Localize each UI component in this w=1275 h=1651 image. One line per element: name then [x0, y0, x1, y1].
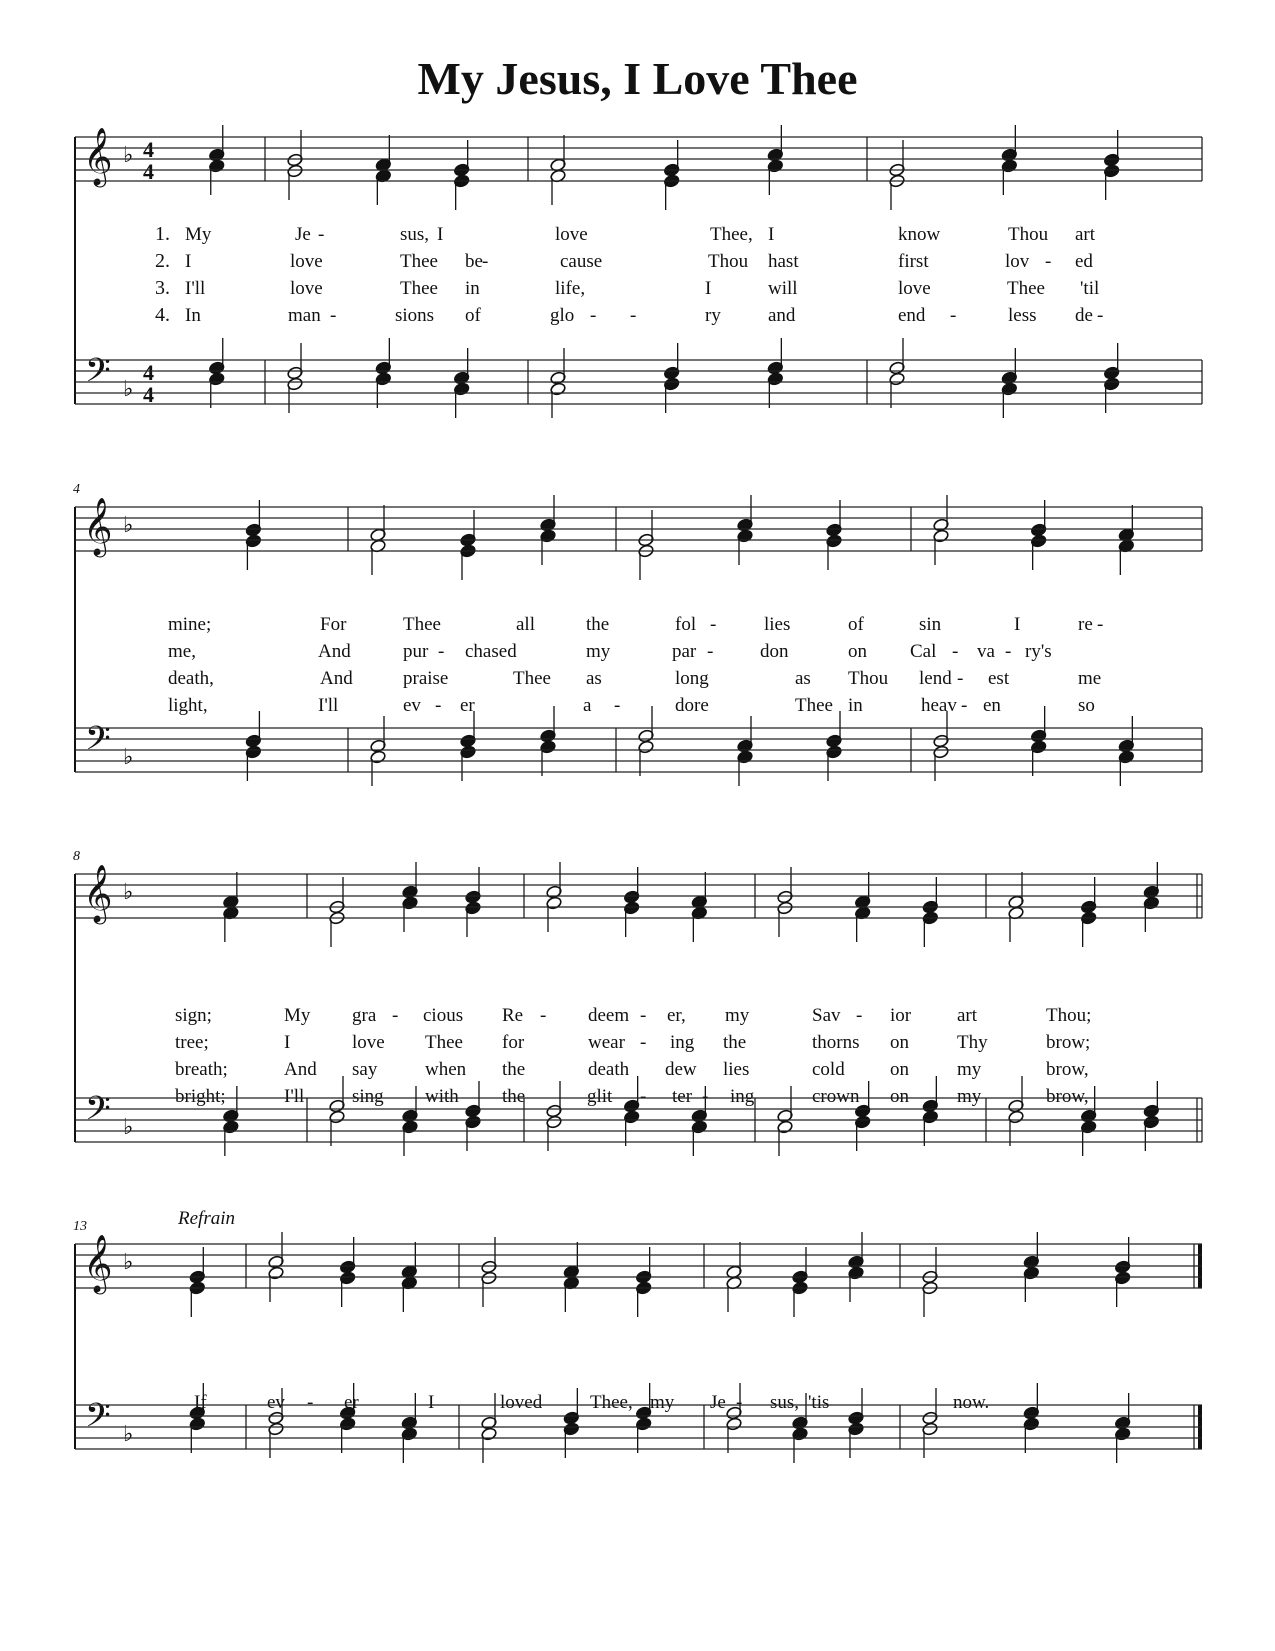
lyric-line: [155, 277, 1099, 299]
lyric-syllable: love: [290, 278, 323, 299]
lyric-syllable: art: [1075, 224, 1096, 245]
lyric-syllable: my: [957, 1059, 982, 1080]
lyric-syllable: en: [983, 695, 1001, 716]
lyric-syllable: pur: [403, 641, 429, 662]
lyric-syllable: for: [502, 1032, 525, 1053]
lyric-syllable: -: [590, 305, 597, 326]
time-signature-bottom: 4: [143, 382, 154, 407]
lyric-syllable: sign;: [175, 1005, 212, 1026]
lyric-syllable: I: [1014, 614, 1021, 635]
lyric-syllable: -: [640, 1086, 647, 1107]
lyric-syllable: love: [352, 1032, 385, 1053]
lyric-syllable: ry: [705, 305, 721, 326]
treble-clef-icon: 𝄞: [83, 497, 113, 555]
lyric-syllable: wear: [588, 1032, 625, 1053]
lyric-syllable: Thee: [400, 251, 438, 272]
lyric-syllable: -: [702, 1086, 709, 1107]
bass-clef-icon: 𝄢: [85, 720, 111, 766]
lyric-syllable: as: [586, 668, 602, 689]
lyric-syllable: of: [465, 305, 481, 326]
lyric-syllable: long: [675, 668, 709, 689]
lyric-syllable: er,: [667, 1005, 686, 1026]
lyric-syllable: -: [438, 641, 445, 662]
lyric-syllable: And: [284, 1059, 317, 1080]
lyric-syllable: hast: [768, 251, 799, 272]
lyric-syllable: -: [1097, 614, 1104, 635]
lyric-syllable: thorns: [812, 1032, 860, 1053]
lyric-syllable: my: [650, 1392, 675, 1413]
lyric-syllable: Thee,: [710, 224, 753, 245]
lyric-syllable: par: [672, 641, 697, 662]
lyric-syllable: me,: [168, 641, 196, 662]
lyric-syllable: Thee: [425, 1032, 463, 1053]
flat-icon: ♭: [123, 1250, 134, 1275]
lyric-syllable: -: [307, 1392, 314, 1413]
lyric-syllable: -: [707, 641, 714, 662]
lyric-syllable: -: [950, 305, 957, 326]
system-2: [73, 482, 1202, 786]
lyric-syllable: cause: [560, 251, 603, 272]
lyric-syllable: er: [344, 1392, 359, 1413]
system-1: [75, 125, 1202, 418]
lyric-syllable: Je: [295, 224, 311, 245]
lyric-syllable: the: [502, 1086, 526, 1107]
lyric-syllable: don: [760, 641, 789, 662]
lyric-syllable: on: [848, 641, 867, 662]
lyric-syllable: tree;: [175, 1032, 209, 1053]
lyric-syllable: brow,: [1046, 1086, 1089, 1107]
lyric-syllable: er: [460, 695, 475, 716]
flat-icon: ♭: [123, 377, 134, 402]
lyric-line: [168, 668, 1101, 689]
lyric-syllable: on: [890, 1086, 909, 1107]
lyric-syllable: mine;: [168, 614, 212, 635]
lyric-syllable: -: [1097, 305, 1104, 326]
lyric-syllable: on: [890, 1032, 909, 1053]
lyric-syllable: heav: [921, 695, 957, 716]
time-signature-top: 4: [143, 360, 154, 385]
lyric-syllable: Thee: [403, 614, 441, 635]
lyric-line: [175, 1032, 1090, 1053]
lyric-syllable: -: [482, 251, 489, 272]
lyric-syllable: glo: [550, 305, 575, 326]
lyric-syllable: -: [435, 695, 442, 716]
lyric-syllable: I: [428, 1392, 435, 1413]
lyric-syllable: first: [898, 251, 929, 272]
lyric-syllable: I: [284, 1032, 291, 1053]
lyric-syllable: and: [768, 305, 796, 326]
lyric-syllable: sions: [395, 305, 435, 326]
lyric-line: [155, 250, 1093, 272]
lyric-syllable: cold: [812, 1059, 845, 1080]
flat-icon: ♭: [123, 745, 134, 770]
lyric-syllable: ter: [672, 1086, 693, 1107]
lyric-syllable: ev: [403, 695, 421, 716]
lyric-line: [155, 304, 1103, 326]
lyric-syllable: me: [1078, 668, 1102, 689]
lyric-syllable: dew: [665, 1059, 697, 1080]
lyric-syllable: -: [640, 1005, 647, 1026]
lyric-syllable: ed: [1075, 251, 1093, 272]
lyric-syllable: va: [977, 641, 995, 662]
measure-number: 13: [73, 1219, 87, 1234]
verse-number: 4.: [155, 304, 170, 326]
lyric-syllable: -: [640, 1032, 647, 1053]
lyric-syllable: love: [555, 224, 588, 245]
lyric-syllable: in: [848, 695, 863, 716]
lyric-syllable: Cal: [910, 641, 937, 662]
bass-clef-icon: 𝄢: [85, 1090, 111, 1136]
lyric-syllable: my: [725, 1005, 750, 1026]
flat-icon: ♭: [123, 513, 134, 538]
lyric-syllable: 'tis: [808, 1392, 830, 1413]
lyric-syllable: -: [736, 1392, 743, 1413]
lyric-syllable: -: [392, 1005, 399, 1026]
lyric-syllable: -: [630, 305, 637, 326]
lyric-syllable: love: [290, 251, 323, 272]
lyric-syllable: And: [320, 668, 353, 689]
lyric-syllable: art: [957, 1005, 978, 1026]
lyric-syllable: sus,: [770, 1392, 800, 1413]
lyric-syllable: end: [898, 305, 926, 326]
lyric-syllable: Thou;: [1046, 1005, 1092, 1026]
lyric-syllable: I: [768, 224, 775, 245]
lyric-syllable: Je: [710, 1392, 726, 1413]
lyric-syllable: a: [583, 695, 592, 716]
lyric-syllable: 'til: [1080, 278, 1100, 299]
lyric-syllable: as: [795, 668, 811, 689]
lyric-syllable: fol: [675, 614, 697, 635]
lyric-syllable: breath;: [175, 1059, 228, 1080]
treble-staff: [75, 874, 1202, 918]
lyric-syllable: My: [284, 1005, 311, 1026]
measure-number: 4: [73, 482, 80, 497]
refrain-label: Refrain: [178, 1208, 235, 1229]
lyric-syllable: For: [320, 614, 347, 635]
lyric-syllable: say: [352, 1059, 378, 1080]
verse-number: 2.: [155, 250, 170, 272]
lyric-syllable: -: [961, 695, 968, 716]
lyric-syllable: -: [1045, 251, 1052, 272]
lyric-syllable: In: [185, 305, 201, 326]
lyric-syllable: If: [194, 1392, 207, 1413]
flat-icon: ♭: [123, 1422, 134, 1447]
flat-icon: ♭: [123, 1115, 134, 1140]
lyric-syllable: I'll: [185, 278, 206, 299]
lyric-syllable: sin: [919, 614, 942, 635]
lyric-syllable: chased: [465, 641, 517, 662]
lyric-line: [194, 1392, 989, 1413]
lyric-syllable: brow,: [1046, 1059, 1089, 1080]
lyric-syllable: of: [848, 614, 864, 635]
lyric-syllable: all: [516, 614, 535, 635]
lyric-syllable: Thee: [795, 695, 833, 716]
lyric-syllable: ev: [267, 1392, 285, 1413]
time-signature-bottom: 4: [143, 159, 154, 184]
lyric-syllable: with: [425, 1086, 459, 1107]
lyric-syllable: my: [957, 1086, 982, 1107]
lyric-syllable: -: [318, 224, 325, 245]
lyric-syllable: the: [502, 1059, 526, 1080]
lyric-syllable: Thou: [848, 668, 889, 689]
lyric-syllable: re: [1078, 614, 1093, 635]
measure-number: 8: [73, 849, 80, 864]
lyric-syllable: I: [185, 251, 192, 272]
lyric-syllable: deem: [588, 1005, 630, 1026]
treble-staff: [75, 137, 1202, 181]
lyric-syllable: dore: [675, 695, 709, 716]
hymn-title: My Jesus, I Love Thee: [417, 53, 858, 104]
lyric-syllable: gra: [352, 1005, 377, 1026]
lyric-syllable: Thy: [957, 1032, 988, 1053]
lyric-syllable: praise: [403, 668, 449, 689]
lyric-syllable: Thou: [708, 251, 749, 272]
lyric-syllable: ing: [670, 1032, 695, 1053]
lyric-line: [155, 223, 1096, 245]
lyric-syllable: -: [710, 614, 717, 635]
lyric-syllable: And: [318, 641, 351, 662]
lyric-syllable: I'll: [318, 695, 339, 716]
lyric-syllable: loved: [500, 1392, 543, 1413]
lyric-syllable: the: [586, 614, 610, 635]
bass-staff: [75, 360, 1202, 404]
verse-number: 3.: [155, 277, 170, 299]
lyric-syllable: Re: [502, 1005, 524, 1026]
lyric-syllable: -: [540, 1005, 547, 1026]
lyric-syllable: Thee: [400, 278, 438, 299]
lyric-syllable: on: [890, 1059, 909, 1080]
lyric-syllable: light,: [168, 695, 208, 716]
treble-clef-icon: 𝄞: [83, 864, 113, 922]
verse-number: 1.: [155, 223, 170, 245]
lyric-line: [175, 1005, 1091, 1026]
lyric-syllable: Thee,: [590, 1392, 633, 1413]
lyric-syllable: brow;: [1046, 1032, 1091, 1053]
lyric-syllable: Thee: [1007, 278, 1045, 299]
lyric-syllable: I'll: [284, 1086, 305, 1107]
lyric-syllable: lies: [723, 1059, 750, 1080]
lyric-syllable: -: [957, 668, 964, 689]
lyric-syllable: -: [952, 641, 959, 662]
lyric-line: [175, 1059, 1089, 1080]
lyric-syllable: love: [898, 278, 931, 299]
lyric-syllable: de: [1075, 305, 1093, 326]
lyric-syllable: ry's: [1025, 641, 1052, 662]
lyric-syllable: I: [437, 224, 444, 245]
lyric-syllable: crown: [812, 1086, 860, 1107]
lyric-syllable: My: [185, 224, 212, 245]
lyric-syllable: glit: [587, 1086, 613, 1107]
lyric-syllable: my: [586, 641, 611, 662]
lyric-syllable: in: [465, 278, 480, 299]
lyric-syllable: now.: [953, 1392, 990, 1413]
lyric-syllable: est: [988, 668, 1010, 689]
lyric-line: [168, 641, 1052, 662]
lyric-syllable: less: [1008, 305, 1037, 326]
lyric-syllable: Sav: [812, 1005, 841, 1026]
lyric-syllable: death,: [168, 668, 214, 689]
lyric-syllable: man: [288, 305, 321, 326]
lyric-syllable: death: [588, 1059, 630, 1080]
system-4: [73, 1208, 1202, 1463]
lyric-syllable: Thou: [1008, 224, 1049, 245]
time-signature-top: 4: [143, 137, 154, 162]
lyric-syllable: will: [768, 278, 798, 299]
lyric-syllable: -: [614, 695, 621, 716]
lyric-syllable: sus,: [400, 224, 430, 245]
treble-clef-icon: 𝄞: [83, 127, 113, 185]
lyric-syllable: bright;: [175, 1086, 226, 1107]
lyric-syllable: lend: [919, 668, 952, 689]
flat-icon: ♭: [123, 880, 134, 905]
system-3: [73, 849, 1202, 1156]
lyric-syllable: -: [330, 305, 337, 326]
lyric-syllable: when: [425, 1059, 467, 1080]
lyric-syllable: I: [705, 278, 712, 299]
lyric-syllable: ing: [730, 1086, 755, 1107]
lyric-syllable: life,: [555, 278, 586, 299]
lyric-syllable: -: [1005, 641, 1012, 662]
lyric-syllable: lies: [764, 614, 791, 635]
lyric-syllable: so: [1078, 695, 1095, 716]
lyric-syllable: know: [898, 224, 941, 245]
lyric-syllable: cious: [423, 1005, 464, 1026]
lyric-syllable: -: [856, 1005, 863, 1026]
lyric-syllable: Thee: [513, 668, 551, 689]
lyric-syllable: the: [723, 1032, 747, 1053]
treble-clef-icon: 𝄞: [83, 1234, 113, 1292]
bass-clef-icon: 𝄢: [85, 1397, 111, 1443]
lyric-syllable: be: [465, 251, 483, 272]
flat-icon: ♭: [123, 143, 134, 168]
lyric-line: [168, 614, 1103, 635]
bass-clef-icon: 𝄢: [85, 352, 111, 398]
lyric-syllable: lov: [1005, 251, 1030, 272]
lyric-line: [168, 695, 1095, 716]
lyric-syllable: ior: [890, 1005, 912, 1026]
lyric-syllable: sing: [352, 1086, 384, 1107]
